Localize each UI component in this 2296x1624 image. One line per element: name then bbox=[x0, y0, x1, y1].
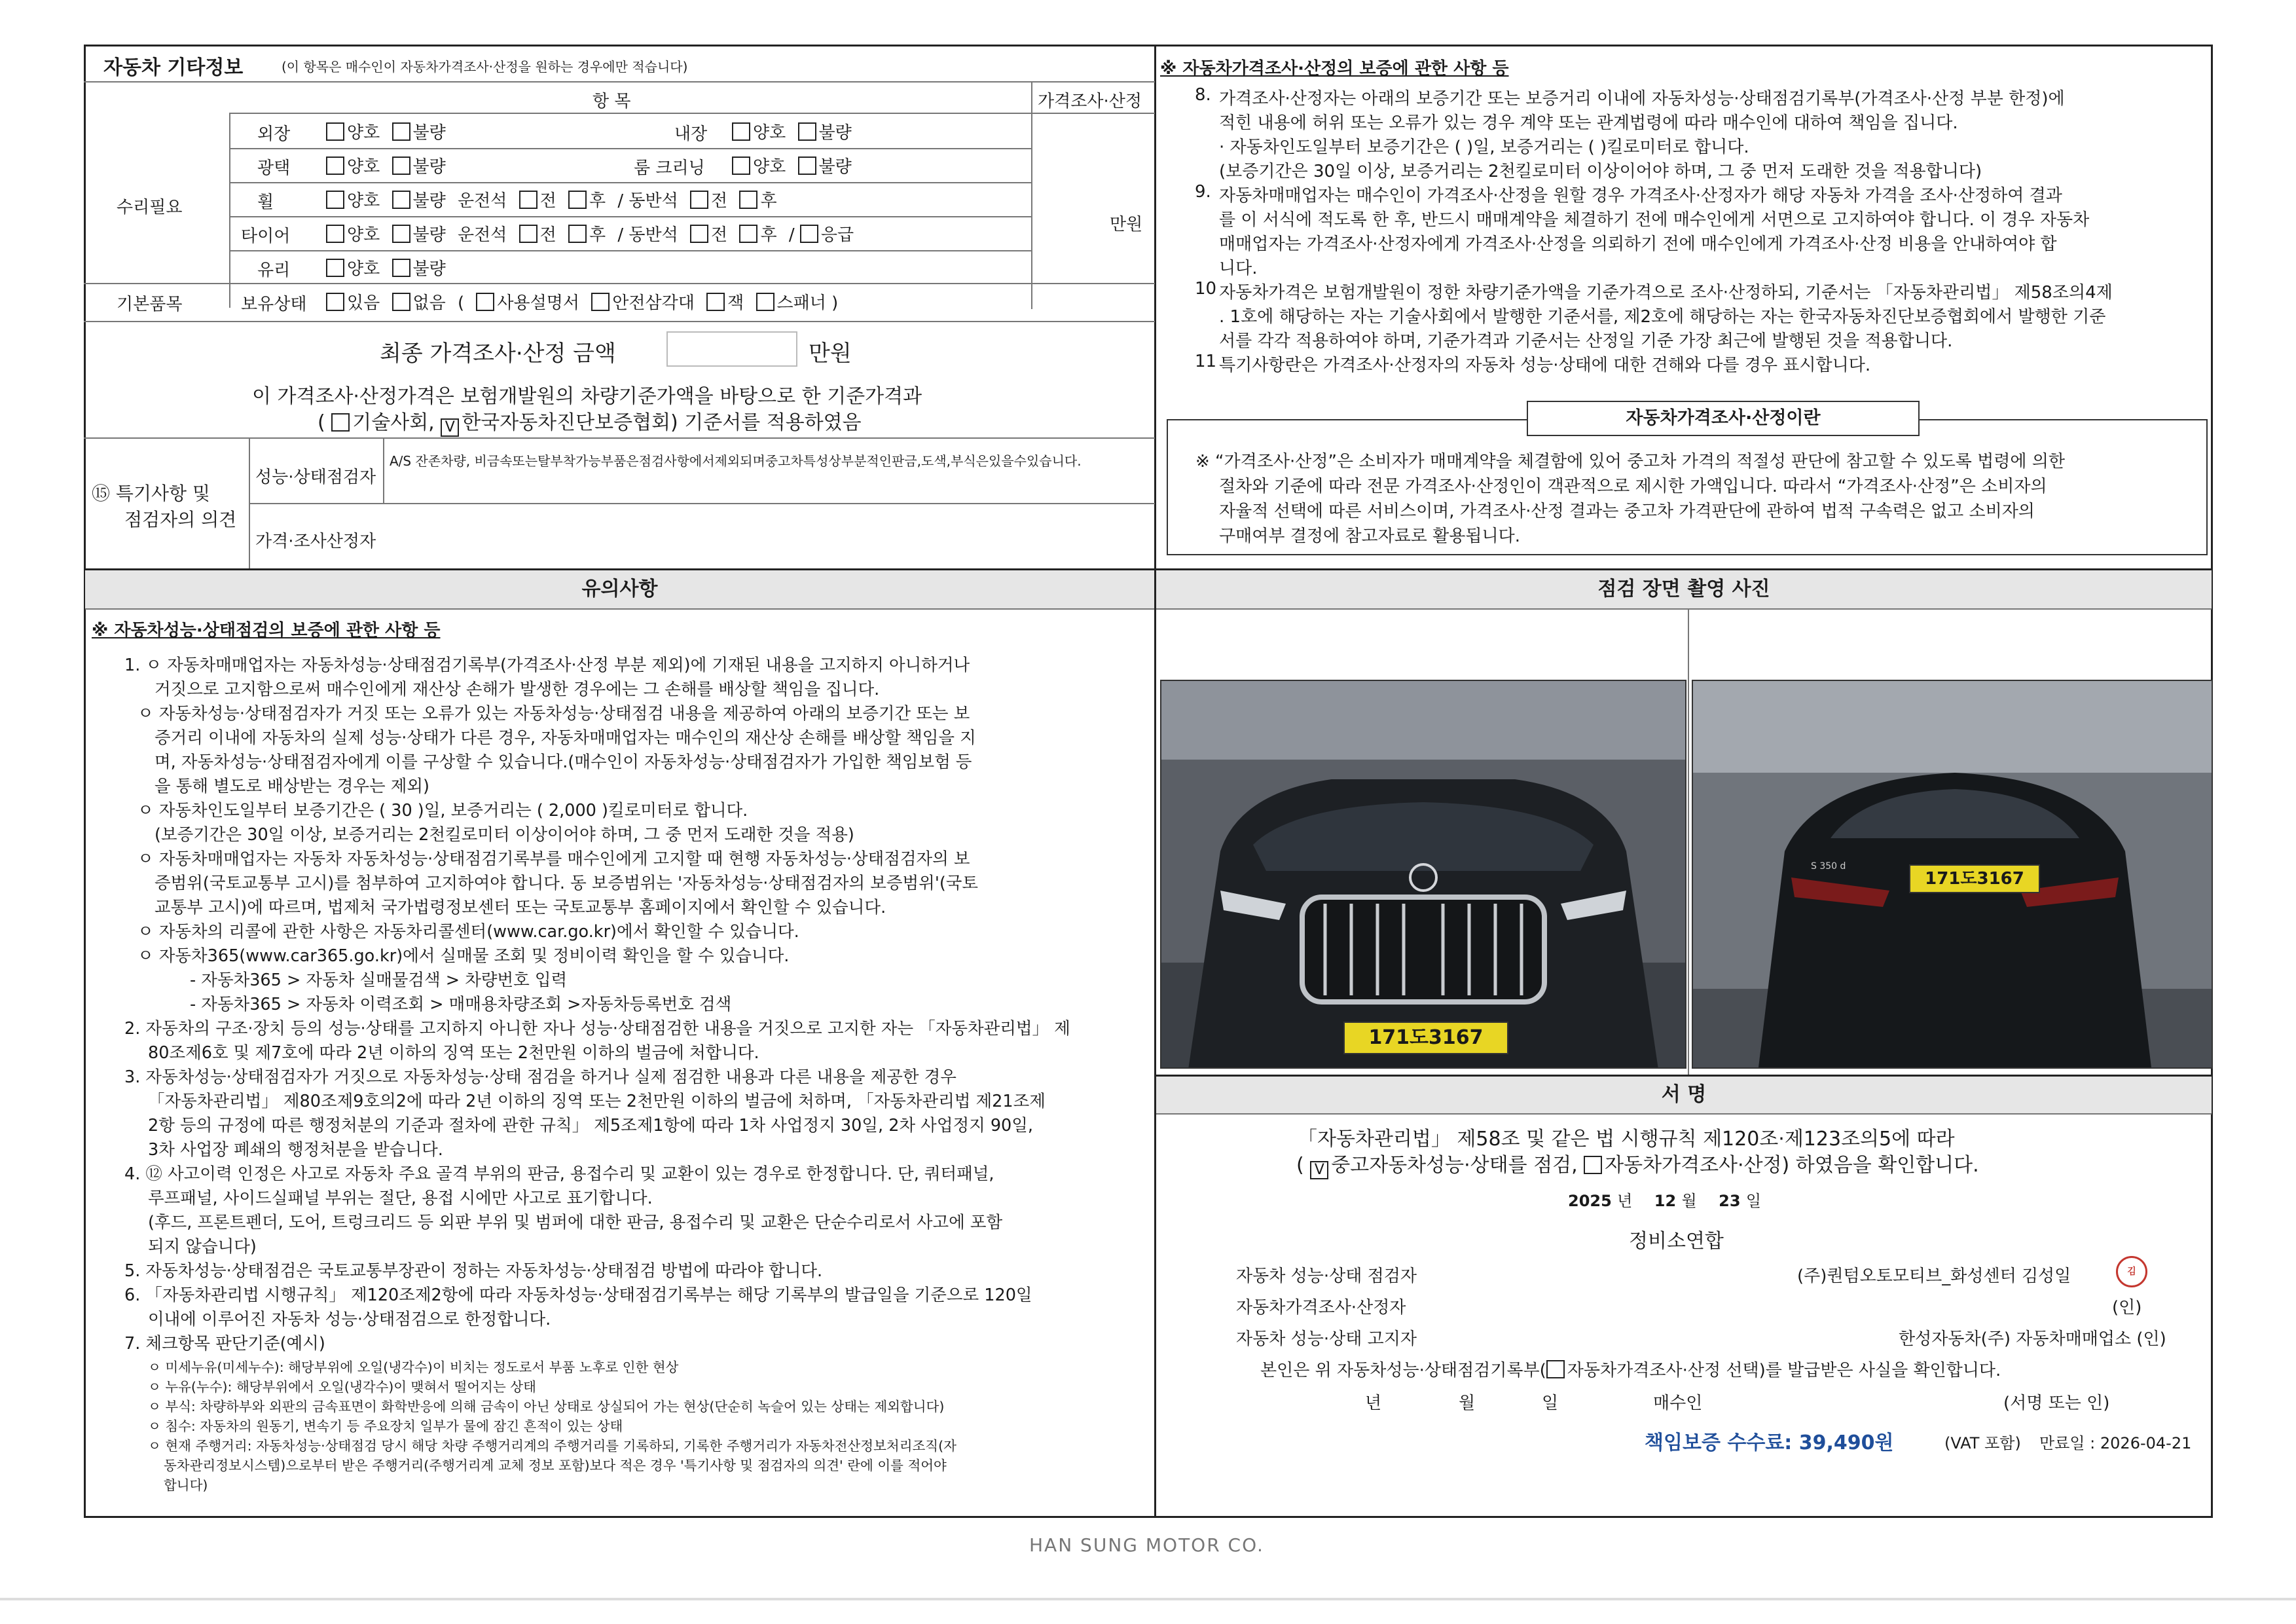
sign-row-2-label: 자동차가격조사·산정자 bbox=[1236, 1298, 1406, 1318]
sign-row-3-label: 자동차 성능·상태 고지자 bbox=[1236, 1329, 1417, 1349]
fee-label: 책임보증 수수료: 39,490원 bbox=[1645, 1431, 1894, 1454]
final-price-label: 최종 가격조사·산정 금액 bbox=[380, 341, 616, 367]
exterior-bad-checkbox[interactable] bbox=[392, 122, 410, 141]
other-info-note: (이 항목은 매수인이 자동차가격조사·산정을 원하는 경우에만 적습니다) bbox=[282, 59, 688, 75]
gloss-bad-checkbox[interactable] bbox=[392, 157, 410, 175]
notice-criteria-line: ㅇ 현재 주행거리: 자동차성능·상태점검 당시 해당 차량 주행거리계의 주행거리를 기록하되, 기록한 주행거리가 자동차전산정보처리조직(자 bbox=[148, 1438, 957, 1454]
tire-driver-label: 운전석 bbox=[458, 225, 507, 245]
notice-criteria-line: 동차관리정보시스템)으로부터 받은 주행거리(주행거리계 교체 정보 포함)보다 적은 경우 '특기사항 및 점검자의 의견' 란에 이를 적어야 bbox=[164, 1458, 947, 1473]
rule bbox=[249, 503, 1155, 504]
price-item-line: 가격조사·산정자는 아래의 보증기간 또는 보증거리 이내에 자동차성능·상태점검기록부(가격조사·산정 부분 한정)에 bbox=[1219, 89, 2065, 109]
notice-line: 6. 「자동차관리법 시행규칙」 제120조제2항에 따라 자동차성능·상태점검기록부는 해당 기록부의 발급일을 기준으로 120일 bbox=[124, 1285, 1032, 1305]
wheel-driver-rear-checkbox[interactable] bbox=[568, 191, 587, 209]
notice-line: 3차 사업장 폐쇄의 행정처분을 받습니다. bbox=[148, 1140, 443, 1160]
price-item-line: (보증기간은 30일 이상, 보증거리는 2천킬로미터 이상이어야 하며, 그 중 먼저 도래한 것을 적용합니다) bbox=[1219, 162, 1982, 181]
basis-line1: 이 가격조사·산정가격은 보험개발원의 차량기준가액을 바탕으로 한 기준가격과 bbox=[252, 385, 922, 408]
manual-checkbox[interactable] bbox=[476, 293, 494, 311]
rule bbox=[229, 113, 1155, 114]
wheel-pass-front-checkbox[interactable] bbox=[690, 191, 708, 209]
row-exterior: 외장 bbox=[257, 124, 291, 144]
notice-line: ㅇ 자동차성능·상태점검자가 거짓 또는 오류가 있는 자동차성능·상태점검 내용을 제공하여 아래의 보증기간 또는 보 bbox=[137, 704, 970, 724]
performance-checkbox[interactable]: V bbox=[1310, 1161, 1328, 1179]
none-checkbox[interactable] bbox=[392, 293, 410, 311]
confirm-appraisal-checkbox[interactable] bbox=[1546, 1360, 1565, 1378]
row-glass: 유리 bbox=[257, 261, 291, 280]
notice-line: 「자동차관리법」 제80조제9호의2에 따라 2년 이하의 징역 또는 2천만원 이하의 벌금에 처하며, 「자동차관리법 제21조제 bbox=[148, 1092, 1046, 1111]
appraisal-checkbox[interactable] bbox=[1584, 1156, 1602, 1174]
notice-line: - 자동차365 > 자동차 실매물검색 > 차량번호 입력 bbox=[190, 970, 568, 990]
rule bbox=[1688, 610, 1689, 1075]
sign-org: 정비소연합 bbox=[1629, 1230, 1724, 1253]
price-item-line: 자동차가격은 보험개발원이 정한 차량기준가액을 기준가격으로 조사·산정하되, 기준서는 「자동차관리법」 제58조의4제 bbox=[1219, 283, 2113, 303]
notice-criteria-line: ㅇ 부식: 차량하부와 외판의 금속표면이 화학반응에 의해 금속이 아닌 상태로 상실되어 가는 현상(단순히 녹슬어 있는 상태는 제외합니다) bbox=[148, 1399, 945, 1414]
special-label-1: ⑮ 특기사항 및 bbox=[92, 483, 211, 504]
triangle-checkbox[interactable] bbox=[591, 293, 610, 311]
sign-row-3-value: 한성자동차(주) 자동차매매업소 (인) bbox=[1899, 1329, 2166, 1349]
wheel-driver-front-checkbox[interactable] bbox=[519, 191, 538, 209]
sign-line2: ( V 중고자동차성능·상태를 점검, 자동차가격조사·산정) 하였음을 확인합니다. bbox=[1296, 1154, 1979, 1178]
rear-license-plate: 171도3167 bbox=[1909, 864, 2040, 893]
tire-driver-front-checkbox[interactable] bbox=[519, 225, 538, 243]
notice-line: 증범위(국토교통부 고시)를 첨부하여 고지하여야 합니다. 동 보증범위는 '자동차성능·상태점검자의 보증범위'(국토 bbox=[155, 874, 979, 893]
notice-line: 을 통해 별도로 배상받는 경우는 제외) bbox=[155, 777, 429, 796]
wheel-bad-checkbox[interactable] bbox=[392, 191, 410, 209]
price-item-line: 특기사항란은 가격조사·산정자의 자동차 성능·상태에 대한 견해와 다를 경우 표시합니다. bbox=[1219, 356, 1871, 375]
price-item-number: 9. bbox=[1195, 182, 1211, 202]
photo-header: 점검 장면 촬영 사진 bbox=[1156, 570, 2212, 610]
price-definition-line: ※ “가격조사·산정”은 소비자가 매매계약을 체결함에 있어 중고차 가격의 적절성 판단에 참고할 수 있도록 법령에 의한 bbox=[1195, 452, 2066, 471]
price-definition-line: 자율적 선택에 따른 서비스이며, 가격조사·산정 결과는 중고차 가격판단에 관하여 법적 구속력은 없고 소비자의 bbox=[1219, 502, 2035, 521]
tire-good-checkbox[interactable] bbox=[326, 225, 344, 243]
notice-line: ㅇ 자동차인도일부터 보증기간은 ( 30 )일, 보증거리는 ( 2,000 )킬로미터로 합니다. bbox=[137, 801, 748, 821]
confirm-day: 일 bbox=[1542, 1393, 1559, 1413]
expiry-date: 만료일 : 2026-04-21 bbox=[2039, 1434, 2192, 1452]
sign-row-2-value: (인) bbox=[2112, 1298, 2142, 1318]
rear-photo bbox=[1692, 680, 2213, 1069]
price-definition-title: 자동차가격조사·산정이란 bbox=[1527, 401, 1920, 436]
confirm-year: 년 bbox=[1365, 1393, 1382, 1413]
interior-good-checkbox[interactable] bbox=[732, 122, 750, 141]
notice-criteria-line: ㅇ 누유(누수): 해당부위에서 오일(냉각수)이 맺혀서 떨어지는 상태 bbox=[148, 1379, 536, 1395]
final-price-unit: 만원 bbox=[809, 341, 852, 367]
wheel-passenger-label: / 동반석 bbox=[617, 191, 678, 211]
notice-criteria-line: ㅇ 미세누유(미세누수): 해당부위에 오일(냉각수)이 비치는 정도로서 부품 노후로 인한 현상 bbox=[148, 1359, 679, 1375]
rule bbox=[229, 182, 1032, 183]
rule bbox=[229, 148, 1032, 149]
inspector-text: A/S 잔존차량, 비금속또는탈부착가능부품은점검사항에서제외되며중고차특성상부분적인판금,도색,부식은있을수있습니다. bbox=[390, 453, 1082, 469]
jack-checkbox[interactable] bbox=[706, 293, 725, 311]
inspector-seal: 김 bbox=[2116, 1256, 2147, 1287]
tire-passenger-label: / 동반석 bbox=[617, 225, 678, 245]
sign-row-1-value: (주)퀀텀오토모티브_화성센터 김성일 bbox=[1797, 1266, 2071, 1286]
front-license-plate: 171도3167 bbox=[1343, 1022, 1508, 1054]
tech-society-checkbox[interactable] bbox=[331, 413, 350, 432]
notice-line: 5. 자동차성능·상태점검은 국토교통부장관이 정하는 자동차성능·상태점검 방법에 따라야 합니다. bbox=[124, 1261, 823, 1281]
spanner-checkbox[interactable] bbox=[756, 293, 774, 311]
notice-line: 교통부 고시)에 따르며, 법제처 국가법령정보센터 또는 국토교통부 홈페이지에서 확인할 수 있습니다. bbox=[155, 898, 886, 917]
bottom-edge bbox=[0, 1598, 2296, 1600]
notice-line: 3. 자동차성능·상태점검자가 거짓으로 자동차성능·상태 점검을 하거나 실제 점검한 내용과 다른 내용을 제공한 경우 bbox=[124, 1067, 957, 1087]
price-item-line: 를 이 서식에 적도록 한 후, 반드시 매매계약을 체결하기 전에 매수인에게 서면으로 고지하여야 합니다. 이 경우 자동차 bbox=[1219, 210, 2090, 230]
confirm-month: 월 bbox=[1459, 1393, 1476, 1413]
footer-company: HAN SUNG MOTOR CO. bbox=[1029, 1534, 1264, 1556]
notice-line: 7. 체크항목 판단기준(예시) bbox=[124, 1334, 325, 1354]
price-item-line: 자동차매매업자는 매수인이 가격조사·산정을 원할 경우 가격조사·산정자가 해당 자동차 가격을 조사·산정하여 결과 bbox=[1219, 186, 2062, 206]
notice-criteria-line: 합니다) bbox=[164, 1477, 208, 1493]
notice-line: (후드, 프론트펜더, 도어, 트렁크리드 등 외판 부위 및 범퍼에 대한 판금, 용접수리 및 교환은 단순수리로서 사고에 포함 bbox=[148, 1213, 1003, 1232]
notice-line: ㅇ 자동차의 리콜에 관한 사항은 자동차리콜센터(www.car.go.kr)에서 확인할 수 있습니다. bbox=[137, 922, 799, 942]
final-price-field[interactable] bbox=[666, 331, 797, 367]
wheel-driver-label: 운전석 bbox=[458, 191, 507, 211]
row-gloss: 광택 bbox=[257, 158, 291, 178]
notice-line: ㅇ 자동차매매업자는 자동차 자동차성능·상태점검기록부를 매수인에게 고지할 때 현행 자동차성능·상태점검자의 보 bbox=[137, 849, 970, 869]
price-item-line: · 자동차인도일부터 보증기간은 ( )일, 보증거리는 ( )킬로미터로 합니다. bbox=[1219, 138, 1749, 157]
rule bbox=[84, 437, 1155, 439]
glass-good-checkbox[interactable] bbox=[326, 259, 344, 277]
rule bbox=[84, 283, 1155, 284]
special-label-2: 점검자의 의견 bbox=[124, 509, 237, 530]
notice-criteria-line: ㅇ 침수: 자동차의 원동기, 변속기 등 주요장치 일부가 물에 잠긴 흔적이 있는 상태 bbox=[148, 1418, 623, 1434]
rule bbox=[84, 81, 1155, 83]
row-tire: 타이어 bbox=[241, 227, 291, 246]
sign-date: 2025 년 12 월 23 일 bbox=[1568, 1192, 1762, 1210]
price-item-line: . 1호에 해당하는 자는 기술사회에서 발행한 기준서를, 제2호에 해당하는 자는 한국자동차진단보증협회에서 발행한 기준 bbox=[1219, 307, 2106, 327]
notice-line: 4. ⑫ 사고이력 인정은 사고로 자동차 주요 골격 부위의 판금, 용접수리 및 교환이 있는 경우로 한정합니다. 단, 쿼터패널, bbox=[124, 1164, 994, 1184]
notice-line: 루프패널, 사이드실패널 부위는 절단, 용접 시에만 사고로 표기합니다. bbox=[148, 1189, 653, 1208]
buyer-label: 매수인 bbox=[1653, 1393, 1703, 1413]
row-interior: 내장 bbox=[674, 124, 708, 144]
repair-unit: 만원 bbox=[1110, 215, 1143, 234]
price-guarantee-title: ※ 자동차가격조사·산정의 보증에 관한 사항 등 bbox=[1160, 59, 1509, 79]
basic-label: 기본품목 bbox=[117, 295, 183, 314]
front-photo bbox=[1160, 680, 1686, 1069]
room-options: 양호 불량 bbox=[732, 153, 858, 177]
rule bbox=[229, 216, 1032, 217]
hold-label: 보유상태 bbox=[241, 295, 307, 314]
rule bbox=[1031, 81, 1032, 309]
wheel-pass-rear-checkbox[interactable] bbox=[739, 191, 757, 209]
inspector-label: 성능·상태점검자 bbox=[255, 468, 376, 487]
tire-emergency-checkbox[interactable] bbox=[800, 225, 818, 243]
price-item-line: 서를 각각 적용하여야 하며, 기준가격과 기준서는 산정일 기준 가장 최근에 발행된 것을 적용합니다. bbox=[1219, 331, 1953, 351]
fee-vat: (VAT 포함) bbox=[1944, 1434, 2021, 1452]
sign-line1: 「자동차관리법」 제58조 및 같은 법 시행규칙 제120조·제123조의5에 따라 bbox=[1298, 1128, 1955, 1151]
notice-line: - 자동차365 > 자동차 이력조회 > 매매용차량조회 >자동차등록번호 검색 bbox=[190, 995, 732, 1014]
have-checkbox[interactable] bbox=[326, 293, 344, 311]
glass-bad-checkbox[interactable] bbox=[392, 259, 410, 277]
col-item-header: 항 목 bbox=[592, 92, 631, 111]
price-item-number: 10 bbox=[1195, 279, 1217, 299]
price-item-line: 니다. bbox=[1219, 259, 1258, 278]
interior-bad-checkbox[interactable] bbox=[798, 122, 816, 141]
rule bbox=[229, 113, 230, 308]
notice-title: ※ 자동차성능·상태점검의 보증에 관한 사항 등 bbox=[92, 621, 441, 640]
gloss-options: 양호 불량 bbox=[326, 153, 452, 177]
notice-line: 증거리 이내에 자동차의 실제 성능·상태가 다른 경우, 자동차매매업자는 매수인의 재산상 손해를 배상할 책임을 지 bbox=[155, 728, 976, 748]
notice-line: 이내에 이루어진 자동차 성능·상태점검으로 한정합니다. bbox=[148, 1310, 551, 1329]
kada-checkbox[interactable]: V bbox=[441, 418, 459, 437]
row-room: 룸 크리닝 bbox=[634, 158, 705, 178]
exterior-options: 양호 불량 bbox=[326, 119, 452, 143]
price-definition-line: 절차와 기준에 따라 전문 가격조사·산정인이 객관적으로 제시한 가액입니다. 따라서 “가격조사·산정”은 소비자의 bbox=[1219, 477, 2047, 496]
gloss-good-checkbox[interactable] bbox=[326, 157, 344, 175]
tire-options: 양호 불량 운전석 전 후 / 동반석 전 후 / 응급 bbox=[326, 221, 860, 246]
notice-line: 2항 등의 규정에 따른 행정처분의 기준과 절차에 관한 규칙」 제5조제1항에 따라 1차 사업정지 30일, 2차 사업정지 90일, bbox=[148, 1116, 1034, 1135]
sign-header: 서 명 bbox=[1156, 1077, 2212, 1115]
room-good-checkbox[interactable] bbox=[732, 157, 750, 175]
notice-line: ㅇ 자동차365(www.car365.go.kr)에서 실매물 조회 및 정비이력 확인을 할 수 있습니다. bbox=[137, 946, 790, 966]
price-item-number: 8. bbox=[1195, 85, 1211, 105]
price-definition-line: 구매여부 결정에 참고자료로 활용됩니다. bbox=[1219, 526, 1521, 546]
notice-line: 며, 자동차성능·상태점검자에게 이를 구상할 수 있습니다.(매수인이 자동차성능·상태점검자가 가입한 책임보험 등 bbox=[155, 752, 972, 772]
wheel-options: 양호 불량 운전석 전 후 / 동반석 전 후 bbox=[326, 187, 784, 212]
interior-options: 양호 불량 bbox=[732, 119, 858, 143]
rule bbox=[84, 321, 1155, 322]
notice-line: 되지 않습니다) bbox=[148, 1237, 257, 1257]
glass-options: 양호 불량 bbox=[326, 255, 452, 280]
tire-pass-rear-checkbox[interactable] bbox=[739, 225, 757, 243]
rule bbox=[229, 250, 1032, 251]
price-item-line: 적힌 내용에 허위 또는 오류가 있는 경우 계약 또는 관계법령에 따라 매수인에 대하여 책임을 집니다. bbox=[1219, 113, 1958, 133]
center-divider bbox=[1154, 45, 1156, 1518]
appraiser-label: 가격·조사산정자 bbox=[255, 532, 376, 551]
price-item-line: 매매업자는 가격조사·산정자에게 가격조사·산정을 의뢰하기 전에 매수인에게 가격조사·산정 비용을 안내하여야 합 bbox=[1219, 234, 2057, 254]
basis-line2: ( 기술사회, V 한국자동차진단보증협회) 기준서를 적용하였음 bbox=[318, 411, 862, 435]
notice-line: (보증기간은 30일 이상, 보증거리는 2천킬로미터 이상이어야 하며, 그 중 먼저 도래한 것을 적용) bbox=[155, 825, 854, 845]
wheel-good-checkbox[interactable] bbox=[326, 191, 344, 209]
buyer-sign-note: (서명 또는 인) bbox=[2003, 1393, 2110, 1413]
tire-pass-front-checkbox[interactable] bbox=[690, 225, 708, 243]
rear-badge: S 350 d bbox=[1811, 861, 1846, 872]
confirm-line: 본인은 위 자동차성능·상태점검기록부( 자동차가격조사·산정 선택)를 발급받은 사실을 확인합니다. bbox=[1260, 1361, 2001, 1380]
row-wheel: 휠 bbox=[257, 193, 274, 212]
sign-row-1-label: 자동차 성능·상태 점검자 bbox=[1236, 1266, 1417, 1286]
tire-driver-rear-checkbox[interactable] bbox=[568, 225, 587, 243]
repair-label: 수리필요 bbox=[117, 198, 183, 217]
price-item-number: 11 bbox=[1195, 352, 1217, 371]
notice-line: 80조제6호 및 제7호에 따라 2년 이하의 징역 또는 2천만원 이하의 벌금에 처합니다. bbox=[148, 1043, 759, 1063]
notice-line: 1. ㅇ 자동차매매업자는 자동차성능·상태점검기록부(가격조사·산정 부분 제외)에 기재된 내용을 고지하지 아니하거나 bbox=[124, 655, 970, 675]
col-price-header: 가격조사·산정 bbox=[1038, 92, 1142, 111]
notice-line: 거짓으로 고지함으로써 매수인에게 재산상 손해가 발생한 경우에는 그 손해를 배상할 책임을 집니다. bbox=[155, 680, 880, 699]
other-info-title: 자동차 기타정보 bbox=[103, 56, 244, 79]
room-bad-checkbox[interactable] bbox=[798, 157, 816, 175]
tire-bad-checkbox[interactable] bbox=[392, 225, 410, 243]
rule bbox=[383, 437, 384, 503]
notice-header: 유의사항 bbox=[85, 570, 1154, 610]
exterior-good-checkbox[interactable] bbox=[326, 122, 344, 141]
notice-line: 2. 자동차의 구조·장치 등의 성능·상태를 고지하지 아니한 자나 성능·상태점검한 내용을 거짓으로 고지한 자는 「자동차관리법」 제 bbox=[124, 1019, 1070, 1039]
basic-options: 있음 없음 ( 사용설명서 안전삼각대 잭 스패너 ) bbox=[326, 289, 845, 314]
